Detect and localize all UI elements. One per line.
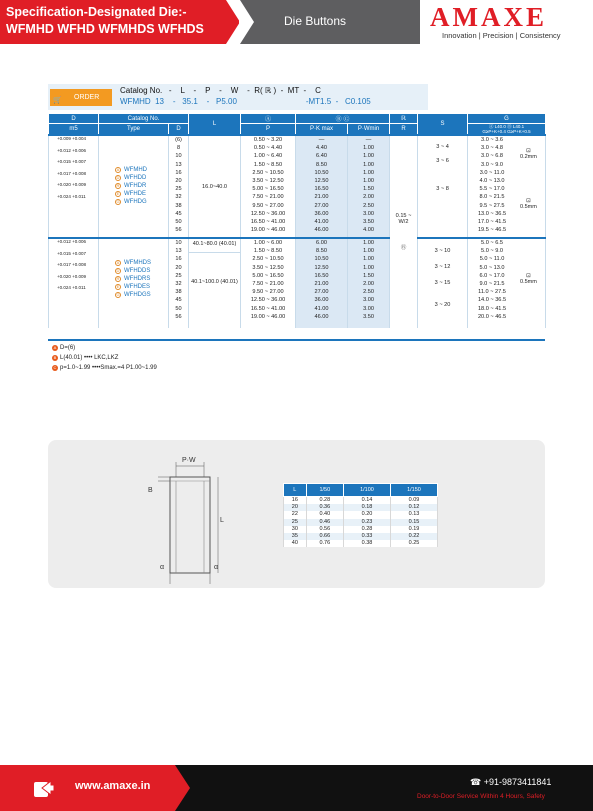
d-value: 8 bbox=[176, 145, 181, 152]
d-value: 32 bbox=[175, 194, 182, 201]
pk-value: 16.50 bbox=[314, 186, 329, 193]
pk-value: 4.40 bbox=[316, 145, 327, 152]
table-row: 25 0.46 0.23 0.15 bbox=[284, 519, 438, 526]
d-value: 25 bbox=[175, 186, 182, 193]
g-value: 5.0 ~ 9.0 bbox=[481, 248, 503, 255]
g-value: 3.0 ~ 11.0 bbox=[479, 169, 505, 176]
d-value: 45 bbox=[175, 297, 182, 304]
type-item: D WFHDDS bbox=[116, 268, 151, 274]
g-value: 5.5 ~ 17.0 bbox=[479, 186, 505, 193]
pk-value: 16.50 bbox=[314, 272, 329, 279]
p-value: 0.50 ~ 4.40 bbox=[253, 145, 283, 152]
d-value: 50 bbox=[175, 218, 182, 225]
pw-value: — bbox=[365, 137, 372, 143]
g-value: 5.0 ~ 11.0 bbox=[479, 256, 505, 263]
col-a: Ⓐ bbox=[241, 114, 296, 124]
d-value: 16 bbox=[175, 169, 182, 176]
type-item: A WFMHD bbox=[116, 167, 147, 173]
website-link[interactable]: www.amaxe.in bbox=[75, 780, 151, 792]
pw-value: 3.00 bbox=[363, 305, 374, 312]
cart-icon: 🛒 bbox=[53, 97, 62, 104]
g-value: 8.0 ~ 21.5 bbox=[479, 194, 505, 201]
spec-table: D Catalog No. L Ⓐ Ⓑ Ⓒ ℝ S G m5 Type D P P·K max P·Wmin R Ⓐ L40.0 Ⓑ L40.1 G≥P+K+0.4 G≥P+K+0.5 +0.009 +0.004 +0.012 +0.006 +0.015 +0.007 +0.017 +0.008 +0.020 +0.009 +0.024 +0.011 A WFMHD D WFHDD R WFHDR E WFHDE G WFHDG (6) 8 10 13 16 20 25 32 38 45 50 56 16.0~40.0 0.50 ~ 3.20 0.50 ~ 4.40 1.00 ~ 6.40 1.50 ~ 8.50 2.50 ~ 10.50 3.50 ~ 12.50 5.00 ~ 16.50 7.50 ~ 21.00 9.50 ~ 27.00 12.50 ~ 36.00 16.50 ~ 41.00 19.00 ~ 46.00 — 4.40 6.40 8.50 10.50 12.50 16.50 21.00 27.00 36.00 41.00 46.00 — 1.00 1.00 1.00 1.00 1.00 1.50 2.00 2.50 3.00 3.50 4.00 0.15 ~ W/2 Ⓡ 3 ~ 4 3 ~ 6 3 ~ 8 3.0 ~ 3.6 3.0 ~ 4.8 3.0 ~ 6.8 3.0 ~ 9.0 3.0 ~ 11.0 4.0 ~ 13.0 5.5 ~ 17.0 8.0 ~ 21.5 9.5 ~ 27.5 13.0 ~ 36.5 17.0 ~ 41.5 19.5 ~ 46.5 ⊡ 0.2mm ⊡ 0.5mm +0.012 +0.006 +0.015 +0.007 +0.017 +0.008 +0.020 +0.009 +0.024 +0.011 A WFMHDS D WFHDDS R WFHDRS E WFHDES G WFHDGS 10 13 16 20 25 32 38 45 50 56 40.1~80.0 (40.01) 40.1~100.0 (40.01) 1.00 ~ 6.00 1.50 ~ 8.50 2.50 ~ 10.50 3.50 ~ 12.50 5.00 ~ 16.50 7.50 ~ 21.00 9.50 ~ 27.00 12.50 ~ 36.00 16.50 ~ 41.00 19.00 ~ 46.00 6.00 8.50 10.50 12.50 16.50 21.00 27.00 36.00 41.00 46.00 1.00 1.00 1.00 1.00 1.50 2.00 2.50 3.00 3.00 3.50 3 ~ 10 3 ~ 12 3 ~ 15 3 ~ 20 5.0 ~ 6.5 5.0 ~ 9.0 5.0 ~ 11.0 5.0 ~ 13.0 6.0 ~ 17.0 9.0 ~ 21.5 11.0 ~ 27.5 14.0 ~ 36.5 18.0 ~ 41.5 20.0 ~ 46.5 ⊡ 0.5mm bbox=[48, 113, 546, 328]
col-l: L bbox=[189, 114, 241, 136]
g-cell: 5.0 ~ 6.5 5.0 ~ 9.0 5.0 ~ 11.0 5.0 ~ 13.0 6.0 ~ 17.0 9.0 ~ 21.5 11.0 ~ 27.5 14.0 ~ 36.5 18.0 ~ 41.5 20.0 ~ 46.5 ⊡ 0.5mm bbox=[468, 238, 546, 328]
pw-value: 2.50 bbox=[363, 289, 374, 296]
g-value: 3.0 ~ 6.8 bbox=[481, 153, 503, 160]
pk-value: 27.00 bbox=[314, 202, 329, 209]
p-value: 0.50 ~ 3.20 bbox=[253, 137, 283, 143]
g-value: 20.0 ~ 46.5 bbox=[477, 313, 507, 320]
order-button[interactable]: 🛒 ORDER bbox=[50, 89, 112, 106]
type-item: E WFHDE bbox=[116, 191, 146, 197]
p-value: 16.50 ~ 41.00 bbox=[250, 218, 286, 225]
pw-value: 1.00 bbox=[363, 177, 374, 184]
table-row: 16 0.28 0.14 0.09 bbox=[284, 497, 438, 505]
p-value: 3.50 ~ 12.50 bbox=[252, 264, 284, 271]
punch-diagram bbox=[140, 452, 225, 587]
svg-text:α: α bbox=[160, 564, 165, 571]
pk-value: 8.50 bbox=[316, 161, 327, 168]
d-value: 10 bbox=[175, 153, 182, 160]
tolerance-value: +0.017 +0.008 bbox=[57, 170, 87, 176]
col-catalog: Catalog No. bbox=[99, 114, 189, 124]
r-cell: 0.15 ~ W/2 Ⓡ bbox=[390, 135, 418, 328]
tolerance-cell bbox=[49, 238, 99, 328]
pw-value: 3.00 bbox=[363, 297, 374, 304]
table-row: 22 0.40 0.20 0.13 bbox=[284, 511, 438, 518]
type-item: R WFHDRS bbox=[116, 276, 151, 282]
tolerance-value: +0.009 +0.004 bbox=[57, 136, 87, 141]
pw-value: 3.00 bbox=[363, 210, 374, 217]
p-value: 5.00 ~ 16.50 bbox=[252, 186, 284, 193]
p-value: 1.00 ~ 6.40 bbox=[253, 153, 283, 160]
p-cell bbox=[241, 135, 296, 238]
l-cell: 16.0~40.0 bbox=[189, 135, 241, 238]
col-bc: Ⓑ Ⓒ bbox=[296, 114, 390, 124]
pk-value: 8.50 bbox=[316, 248, 327, 255]
pk-value: 12.50 bbox=[314, 264, 329, 271]
d-value: 13 bbox=[175, 161, 182, 168]
type-item: G WFHDGS bbox=[116, 292, 151, 298]
g-value: 3.0 ~ 4.8 bbox=[481, 145, 503, 152]
phone-icon: ☎ bbox=[470, 777, 484, 787]
l-cell: 40.1~80.0 (40.01) 40.1~100.0 (40.01) bbox=[189, 238, 241, 328]
p-value: 16.50 ~ 41.00 bbox=[250, 305, 286, 312]
d-value: 56 bbox=[175, 313, 182, 320]
type-item: D WFHDD bbox=[116, 175, 147, 181]
d-value: 25 bbox=[175, 272, 182, 279]
col-d: D bbox=[49, 114, 99, 124]
pw-value: 3.50 bbox=[363, 313, 374, 320]
g-value: 5.0 ~ 6.5 bbox=[481, 240, 503, 246]
pw-value: 1.00 bbox=[363, 256, 374, 263]
brand-tagline: Innovation | Precision | Consistency bbox=[442, 31, 561, 40]
pk-value: 41.00 bbox=[314, 218, 329, 225]
pk-value: 36.00 bbox=[314, 297, 329, 304]
share-icon bbox=[33, 777, 55, 799]
table-row: 35 0.66 0.33 0.22 bbox=[284, 533, 438, 540]
pw-value: 1.00 bbox=[363, 240, 374, 246]
svg-text:α: α bbox=[214, 564, 219, 571]
pw-value: 1.50 bbox=[363, 272, 374, 279]
d-value: 38 bbox=[175, 289, 182, 296]
col-r: ℝ bbox=[390, 114, 418, 124]
p-value: 9.50 ~ 27.00 bbox=[252, 289, 284, 296]
section-title: Die Buttons bbox=[284, 14, 347, 28]
p-value: 19.00 ~ 46.00 bbox=[250, 313, 286, 320]
g-value: 9.5 ~ 27.5 bbox=[479, 202, 505, 209]
d-value: 45 bbox=[175, 210, 182, 217]
order-format-line: Catalog No. - L - P - W - R( ℝ ) - MT - C bbox=[120, 86, 321, 95]
type-cell bbox=[99, 238, 169, 328]
col-s: S bbox=[418, 114, 468, 136]
pk-value: 10.50 bbox=[314, 169, 329, 176]
svg-text:P·W: P·W bbox=[182, 457, 196, 464]
g-cell: 3.0 ~ 3.6 3.0 ~ 4.8 3.0 ~ 6.8 3.0 ~ 9.0 3.0 ~ 11.0 4.0 ~ 13.0 5.5 ~ 17.0 8.0 ~ 21.5 9.5 ~ 27.5 13.0 ~ 36.5 17.0 ~ 41.5 19.5 ~ 46.5 ⊡ 0.2mm ⊡ 0.5mm bbox=[468, 135, 546, 238]
pk-value: 12.50 bbox=[314, 177, 329, 184]
p-value: 7.50 ~ 21.00 bbox=[252, 194, 284, 201]
tolerance-value: +0.015 +0.007 bbox=[57, 250, 87, 256]
table-row: 40 0.76 0.38 0.25 bbox=[284, 540, 438, 547]
pw-value: 2.50 bbox=[363, 202, 374, 209]
g-value: 11.0 ~ 27.5 bbox=[478, 289, 506, 296]
brand-logo: AMAXE bbox=[430, 2, 547, 32]
d-value: 13 bbox=[175, 248, 182, 255]
d-cell bbox=[169, 135, 189, 238]
d-value: 20 bbox=[175, 264, 182, 271]
d-value: 16 bbox=[175, 256, 182, 263]
svg-text:L: L bbox=[220, 517, 224, 524]
g-value: 4.0 ~ 13.0 bbox=[479, 177, 505, 184]
table-group-2 bbox=[49, 238, 546, 328]
table-row: 20 0.36 0.18 0.12 bbox=[284, 504, 438, 511]
g-value: 14.0 ~ 36.5 bbox=[477, 297, 507, 304]
draw-taper-table: L 1/50 1/100 1/150 16 0.28 0.14 0.09 20 0.36 0.18 0.12 22 0.40 0.20 0.13 25 0.46 0.23 0.15 30 0.56 0.28 0.19 35 0.66 0.33 0.22 40 0.76 0.38 0.25 bbox=[283, 483, 438, 547]
pw-value: 2.00 bbox=[363, 280, 374, 287]
p-value: 7.50 ~ 21.00 bbox=[252, 280, 284, 287]
pw-cell bbox=[348, 135, 390, 238]
tolerance-value: +0.017 +0.008 bbox=[57, 262, 87, 267]
pk-value: 46.00 bbox=[314, 313, 329, 320]
page-title: Specification-Designated Die:- WFMHD WFHD WFMHDS WFHDS bbox=[6, 5, 204, 36]
type-cell bbox=[99, 135, 169, 238]
pk-value: 10.50 bbox=[314, 256, 329, 263]
pk-value: — bbox=[318, 137, 325, 143]
pk-cell bbox=[296, 135, 348, 238]
tolerance-value: +0.012 +0.006 bbox=[57, 147, 87, 153]
p-value: 2.50 ~ 10.50 bbox=[252, 169, 284, 176]
p-value: 1.00 ~ 6.00 bbox=[253, 240, 283, 246]
s-cell: 3 ~ 4 3 ~ 6 3 ~ 8 bbox=[418, 135, 468, 238]
type-item: A WFMHDS bbox=[116, 260, 151, 266]
g-value: 3.0 ~ 3.6 bbox=[481, 137, 503, 143]
pw-value: 1.50 bbox=[363, 186, 374, 193]
pw-value: 1.00 bbox=[363, 169, 374, 176]
g-value: 6.0 ~ 17.0 bbox=[479, 272, 505, 279]
pk-value: 36.00 bbox=[314, 210, 329, 217]
type-item: R WFHDR bbox=[116, 183, 147, 189]
d-value: 10 bbox=[175, 240, 182, 246]
d-value: 20 bbox=[175, 177, 182, 184]
p-value: 2.50 ~ 10.50 bbox=[252, 256, 284, 263]
d-value: 50 bbox=[175, 305, 182, 312]
table-group-1 bbox=[49, 135, 546, 238]
tolerance-value: +0.015 +0.007 bbox=[57, 159, 87, 164]
pw-value: 1.00 bbox=[363, 161, 374, 168]
type-item: G WFHDG bbox=[116, 199, 147, 205]
pk-value: 21.00 bbox=[314, 194, 329, 201]
tolerance-cell bbox=[49, 135, 99, 238]
g-value: 3.0 ~ 9.0 bbox=[481, 161, 503, 168]
p-value: 1.50 ~ 8.50 bbox=[253, 161, 283, 168]
p-value: 12.50 ~ 36.00 bbox=[250, 297, 286, 304]
pw-value: 4.00 bbox=[363, 227, 374, 234]
phone-number: ☎ +91-9873411841 bbox=[470, 777, 552, 787]
pk-value: 21.00 bbox=[314, 280, 329, 287]
g-value: 13.0 ~ 36.5 bbox=[477, 210, 507, 217]
tolerance-value: +0.020 +0.009 bbox=[57, 182, 87, 187]
tolerance-value: +0.020 +0.009 bbox=[57, 273, 87, 279]
pk-cell bbox=[296, 238, 348, 328]
catalog-section bbox=[48, 84, 545, 379]
g-value: 5.0 ~ 13.0 bbox=[479, 264, 505, 271]
table-row: 30 0.56 0.28 0.19 bbox=[284, 526, 438, 533]
type-item: E WFHDES bbox=[116, 284, 150, 290]
g-value: 9.0 ~ 21.5 bbox=[479, 280, 505, 287]
p-value: 1.50 ~ 8.50 bbox=[253, 248, 283, 255]
pw-value: 1.00 bbox=[363, 153, 374, 160]
d-cell bbox=[169, 238, 189, 328]
order-example-line: WFMHD 13 - 35.1 - P5.00 -MT1.5 - C0.105 bbox=[120, 97, 371, 106]
d-value: 56 bbox=[175, 227, 182, 234]
pw-value: 1.00 bbox=[363, 248, 374, 255]
d-value: 32 bbox=[175, 280, 182, 287]
svg-text:B: B bbox=[148, 487, 153, 494]
tolerance-value: +0.024 +0.011 bbox=[57, 285, 86, 290]
col-g: G bbox=[468, 114, 546, 124]
pk-value: 41.00 bbox=[314, 305, 329, 312]
p-value: 19.00 ~ 46.00 bbox=[250, 227, 286, 234]
d-value: 38 bbox=[175, 202, 182, 209]
pk-value: 6.40 bbox=[316, 153, 327, 160]
pw-value: 3.50 bbox=[363, 218, 374, 225]
pk-value: 27.00 bbox=[314, 289, 329, 296]
g-value: 19.5 ~ 46.5 bbox=[477, 227, 507, 234]
tolerance-value: +0.012 +0.006 bbox=[57, 239, 87, 244]
pk-value: 46.00 bbox=[314, 227, 329, 234]
tolerance-value: +0.024 +0.011 bbox=[57, 193, 86, 199]
p-value: 3.50 ~ 12.50 bbox=[252, 177, 284, 184]
p-value: 9.50 ~ 27.00 bbox=[252, 202, 284, 209]
pw-value: 1.00 bbox=[363, 264, 374, 271]
pw-cell bbox=[348, 238, 390, 328]
pw-value: 2.00 bbox=[363, 194, 374, 201]
g-value: 18.0 ~ 41.5 bbox=[477, 305, 507, 312]
table-notes: A D=(6) B L(40.01) •••• LKC,LKZ C p=1.0~1.99 ••••Smax.=4 P1.00~1.99 bbox=[48, 339, 545, 379]
service-note: Door-to-Door Service Within 4 Hours, Safety bbox=[417, 793, 545, 800]
g-value: 17.0 ~ 41.5 bbox=[477, 218, 507, 225]
p-cell bbox=[241, 238, 296, 328]
pk-value: 6.00 bbox=[316, 240, 327, 246]
p-value: 12.50 ~ 36.00 bbox=[250, 210, 286, 217]
order-row bbox=[48, 84, 428, 110]
pw-value: 1.00 bbox=[363, 145, 374, 152]
p-value: 5.00 ~ 16.50 bbox=[252, 272, 284, 279]
s-cell: 3 ~ 10 3 ~ 12 3 ~ 15 3 ~ 20 bbox=[418, 238, 468, 328]
d-value: (6) bbox=[175, 137, 182, 143]
